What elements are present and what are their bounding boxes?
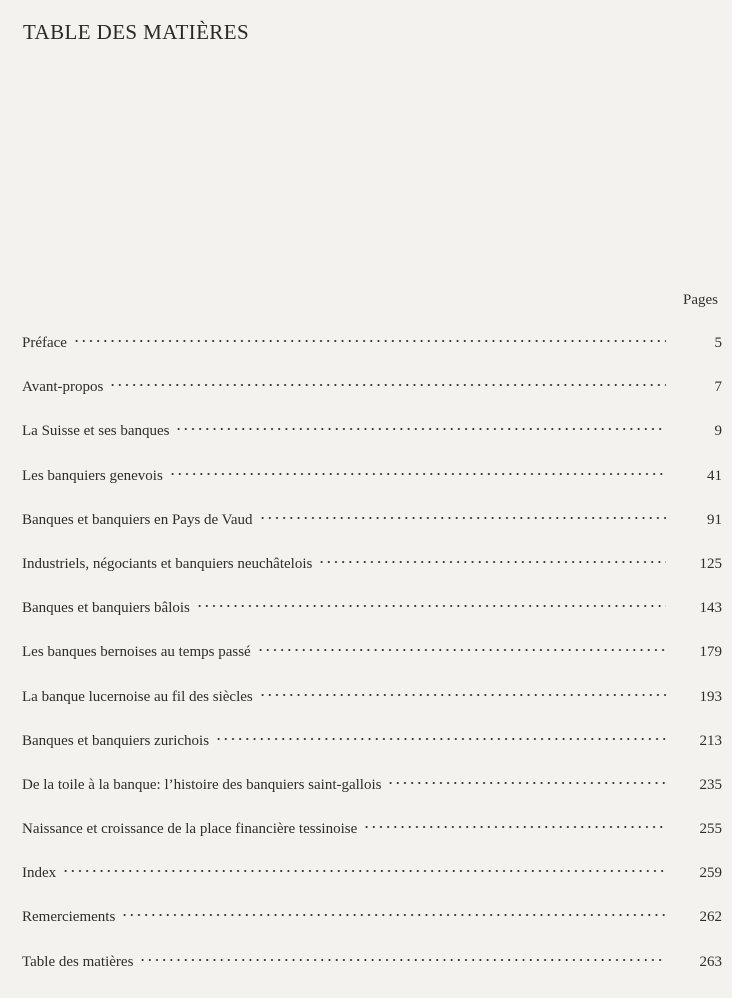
toc-entry[interactable] — [22, 512, 722, 556]
dot-leader — [318, 559, 666, 565]
toc-entry-title: Table des matières — [22, 953, 134, 970]
dot-leader — [259, 692, 666, 698]
toc-entry[interactable] — [22, 689, 722, 733]
dot-leader — [139, 957, 666, 963]
toc-entry[interactable] — [22, 777, 722, 821]
toc-entry[interactable] — [22, 954, 722, 998]
toc-entry[interactable] — [22, 733, 722, 777]
toc-entry-page: 9 — [714, 423, 722, 440]
toc-entry-page: 193 — [699, 688, 722, 705]
toc-entry-title: Préface — [22, 335, 67, 351]
toc-entry[interactable] — [22, 379, 722, 423]
toc-entry[interactable] — [22, 865, 722, 909]
dot-leader — [259, 515, 666, 521]
toc-entry-page: 259 — [699, 865, 722, 882]
toc-entry[interactable] — [22, 335, 722, 379]
page-title: TABLE DES MATIÈRES — [23, 20, 250, 44]
toc-entry-title: La Suisse et ses banques — [22, 423, 170, 440]
dot-leader — [109, 382, 666, 388]
dot-leader — [62, 868, 666, 874]
dot-leader — [121, 912, 666, 918]
toc-entry-title: Industriels, négociants et banquiers neuchâtelois — [22, 555, 313, 572]
toc-entry[interactable] — [22, 644, 722, 688]
toc-entry-page: 41 — [707, 467, 722, 484]
toc-entry-title: Index — [22, 865, 57, 882]
toc-entry-title: Les banques bernoises au temps passé — [22, 644, 251, 661]
toc-entry-page: 125 — [699, 555, 722, 572]
toc-entry-title: Les banquiers genevois — [22, 467, 163, 484]
toc-entry-page: 213 — [699, 732, 722, 749]
toc-entry-title: Naissance et croissance de la place financière tessinoise — [22, 821, 358, 838]
toc-entry[interactable] — [22, 821, 722, 865]
dot-leader — [215, 736, 666, 742]
pages-column-label: Pages — [683, 292, 718, 308]
toc-entry-title: Remerciements — [22, 909, 116, 926]
toc-entry-page: 5 — [714, 335, 722, 351]
toc-entry-page: 179 — [699, 644, 722, 661]
dot-leader — [387, 780, 666, 786]
toc-entry-title: La banque lucernoise au fil des siècles — [22, 688, 253, 705]
toc-entry[interactable] — [22, 600, 722, 644]
toc-entry[interactable] — [22, 468, 722, 512]
toc-entry-page: 91 — [707, 511, 722, 528]
toc-entry[interactable] — [22, 556, 722, 600]
table-of-contents — [22, 335, 722, 998]
toc-entry-page: 263 — [699, 953, 722, 970]
dot-leader — [257, 647, 666, 653]
toc-entry-title: Avant-propos — [22, 379, 104, 396]
toc-entry-page: 143 — [699, 600, 722, 617]
toc-entry-title: Banques et banquiers bâlois — [22, 600, 190, 617]
toc-entry-title: Banques et banquiers en Pays de Vaud — [22, 511, 253, 528]
toc-entry-title: De la toile à la banque: l’histoire des banquiers saint-gallois — [22, 776, 382, 793]
dot-leader — [169, 471, 666, 477]
toc-entry-page: 235 — [699, 776, 722, 793]
toc-entry-page: 262 — [699, 909, 722, 926]
dot-leader — [196, 603, 666, 609]
dot-leader — [73, 338, 666, 344]
toc-entry-page: 7 — [714, 379, 722, 396]
dot-leader — [175, 426, 666, 432]
toc-entry[interactable] — [22, 909, 722, 953]
toc-entry-page: 255 — [699, 821, 722, 838]
dot-leader — [363, 824, 666, 830]
toc-entry[interactable] — [22, 423, 722, 467]
toc-entry-title: Banques et banquiers zurichois — [22, 732, 210, 749]
